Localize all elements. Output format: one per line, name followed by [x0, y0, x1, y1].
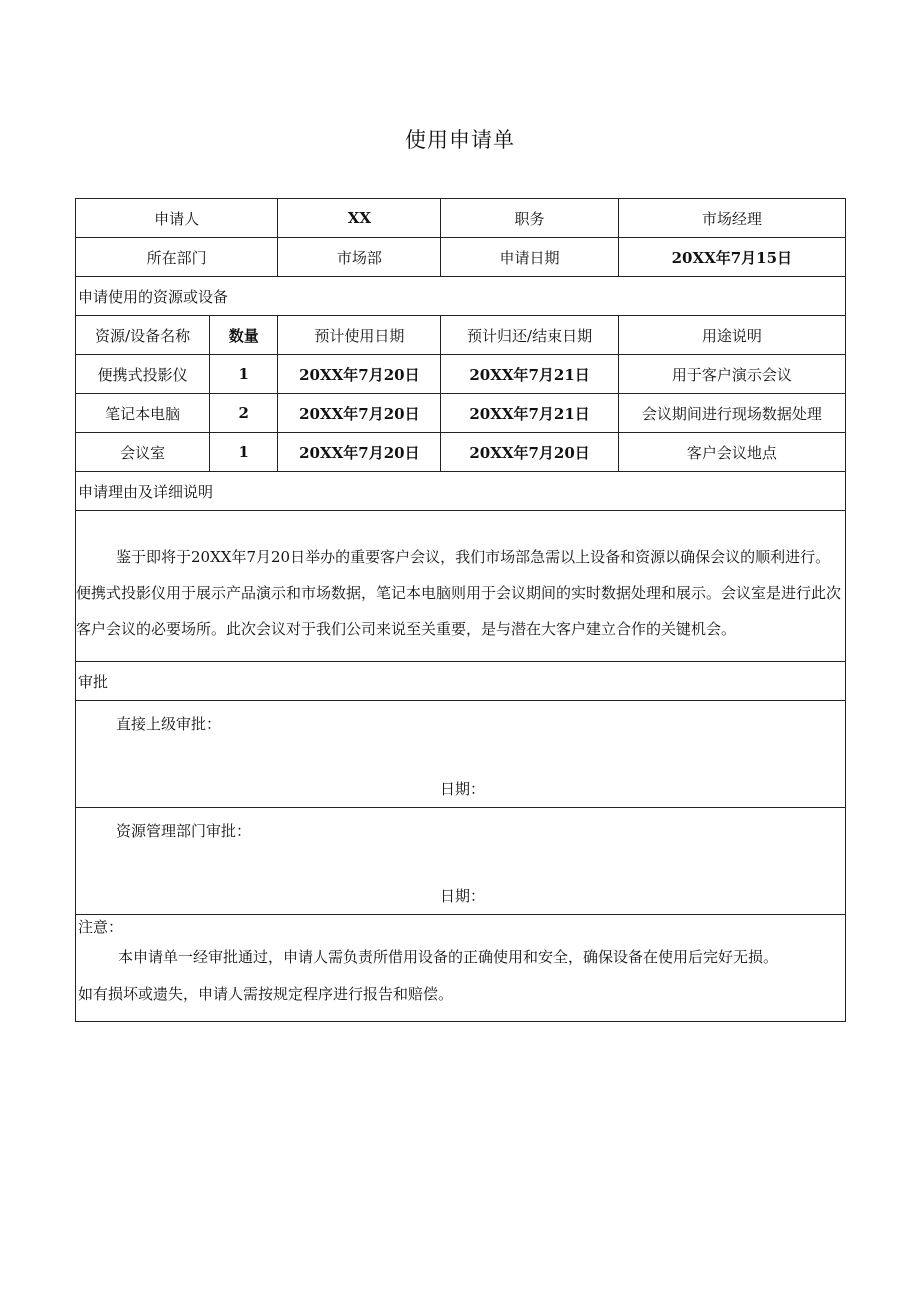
header-quantity: 数量 [210, 316, 278, 355]
header-return-date: 预计归还/结束日期 [441, 316, 618, 355]
table-row [76, 394, 846, 433]
resources-header-row [76, 316, 846, 355]
resource-quantity: 1 [210, 355, 278, 394]
position-value: 市场经理 [618, 199, 845, 238]
supervisor-approval-label: 直接上级审批： [116, 715, 222, 733]
approval-section-row [76, 662, 846, 701]
supervisor-approval-row [76, 701, 846, 808]
resource-dept-approval-date: 日期： [440, 887, 486, 905]
apply-date-label: 申请日期 [441, 238, 618, 277]
application-form [75, 198, 846, 1022]
notes-line-2: 如有损坏或遗失，申请人需按规定程序进行报告和赔偿。 [78, 985, 454, 1003]
resource-return-date: 20XX年7月20日 [441, 433, 618, 472]
resource-name: 便携式投影仪 [76, 355, 210, 394]
resources-section-row [76, 277, 846, 316]
department-value: 市场部 [278, 238, 441, 277]
notes-cell [76, 915, 846, 1022]
reason-text: 鉴于即将于20XX年7月20日举办的重要客户会议，我们市场部急需以上设备和资源以确保会议的顺利进行。便携式投影仪用于展示产品演示和市场数据，笔记本电脑则用于会议期间的实时数据处理和展示。会议室是进行此次客户会议的必要场所。此次会议对于我们公司来说至关重要，是与潜在大客户建立合作的关键机会。 [76, 548, 842, 638]
header-use-date: 预计使用日期 [278, 316, 441, 355]
resource-name: 会议室 [76, 433, 210, 472]
resource-use-date: 20XX年7月20日 [278, 394, 441, 433]
supervisor-approval-date: 日期： [440, 780, 486, 798]
table-row [76, 355, 846, 394]
reason-section-row [76, 472, 846, 511]
reason-section-label: 申请理由及详细说明 [76, 472, 846, 511]
apply-date-value: 20XX年7月15日 [618, 238, 845, 277]
resource-dept-approval-row [76, 808, 846, 915]
approval-section-label: 审批 [76, 662, 846, 701]
applicant-value: XX [278, 199, 441, 238]
department-row [76, 238, 846, 277]
notes-label: 注意： [78, 918, 124, 936]
table-row [76, 433, 846, 472]
supervisor-approval-cell [76, 701, 846, 808]
department-label: 所在部门 [76, 238, 278, 277]
applicant-label: 申请人 [76, 199, 278, 238]
header-resource-name: 资源/设备名称 [76, 316, 210, 355]
page-title: 使用申请单 [405, 128, 515, 152]
resource-purpose: 客户会议地点 [618, 433, 845, 472]
resource-name: 笔记本电脑 [76, 394, 210, 433]
resources-section-label: 申请使用的资源或设备 [76, 277, 846, 316]
notes-row [76, 915, 846, 1022]
position-label: 职务 [441, 199, 618, 238]
resource-return-date: 20XX年7月21日 [441, 355, 618, 394]
reason-body-row [76, 511, 846, 662]
resource-purpose: 会议期间进行现场数据处理 [618, 394, 845, 433]
reason-text-cell [76, 511, 846, 662]
notes-line-1: 本申请单一经审批通过，申请人需负责所借用设备的正确使用和安全，确保设备在使用后完好无损。 [118, 948, 779, 966]
resource-dept-approval-cell [76, 808, 846, 915]
resource-quantity: 1 [210, 433, 278, 472]
resource-purpose: 用于客户演示会议 [618, 355, 845, 394]
resource-use-date: 20XX年7月20日 [278, 355, 441, 394]
resource-dept-approval-label: 资源管理部门审批： [116, 822, 252, 840]
resource-use-date: 20XX年7月20日 [278, 433, 441, 472]
applicant-row [76, 199, 846, 238]
resource-quantity: 2 [210, 394, 278, 433]
resource-return-date: 20XX年7月21日 [441, 394, 618, 433]
header-purpose: 用途说明 [618, 316, 845, 355]
